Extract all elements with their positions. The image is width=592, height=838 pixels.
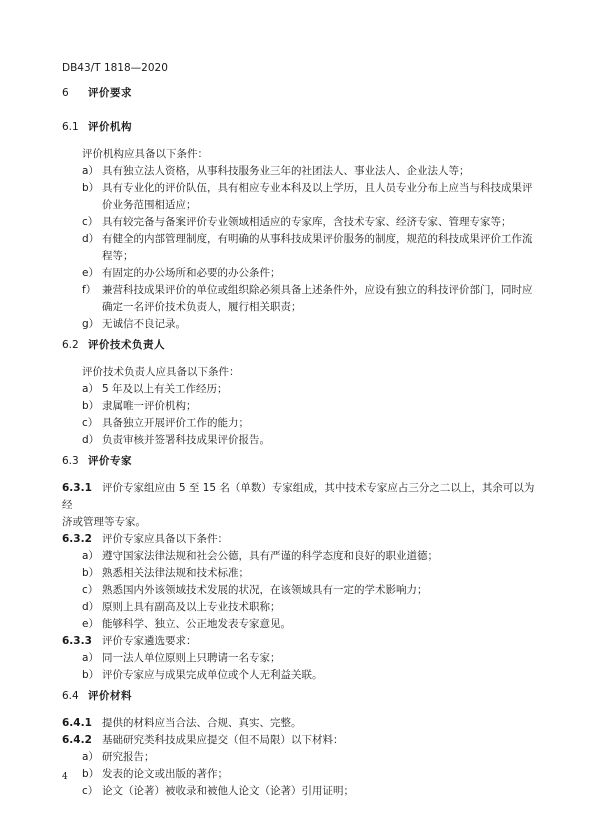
list-item: c） 论文（论著）被收录和被他人论文（论著）引用证明； — [82, 785, 354, 797]
list-item: a） 具有独立法人资格，从事科技服务业三年的社团法人、事业法人、企业法人等； — [82, 165, 470, 177]
section-6-1-heading — [62, 120, 544, 142]
section-title: 评价机构 — [88, 121, 132, 133]
clause-number: 6.3.2 — [62, 533, 92, 545]
list-6-4-2 — [62, 749, 544, 800]
list-item: d） 有健全的内部管理制度，有明确的从事科技成果评价服务的制度，规范的科技成果评价工作流 程等； — [82, 233, 533, 262]
list-item: b） 熟悉相关法律法规和技术标准； — [82, 567, 249, 579]
list-item: e） 有固定的办公场所和必要的办公条件； — [82, 267, 281, 279]
clause-6-4-2: 6.4.2 基础研究类科技成果应提交（但不局限）以下材料： — [62, 732, 544, 749]
section-number: 6.2 — [62, 339, 79, 351]
clause-number: 6.3.3 — [62, 635, 92, 647]
list-6-1 — [62, 163, 544, 333]
list-item: a） 5 年及以上有关工作经历； — [82, 383, 228, 395]
section-6-3-heading — [62, 454, 544, 476]
list-item: b） 具有专业化的评价队伍，具有相应专业本科及以上学历，且人员专业分布上应当与科技成果评 价业务范围相适应； — [82, 182, 533, 211]
standard-number-header: DB43/T 1818—2020 — [62, 62, 168, 74]
section-number: 6.4 — [62, 690, 79, 702]
list-item: d） 原则上具有副高及以上专业技术职称； — [82, 601, 281, 613]
clause-number: 6.4.2 — [62, 734, 92, 746]
list-item: a） 遵守国家法律法规和社会公德，具有严谨的科学态度和良好的职业道德； — [82, 550, 438, 562]
list-item: c） 具有较完备与备案评价专业领域相适应的专家库，含技术专家、经济专家、管理专家等； — [82, 216, 512, 228]
section-6-heading — [62, 86, 544, 108]
list-item: e） 能够科学、独立、公正地发表专家意见。 — [82, 618, 291, 630]
list-item: b） 隶属唯一评价机构； — [82, 400, 197, 412]
clause-6-3-2: 6.3.2 评价专家应具备以下条件： — [62, 531, 544, 548]
list-item: g） 无诚信不良记录。 — [82, 318, 186, 330]
list-item: f） 兼营科技成果评价的单位或组织除必须具备上述条件外，应设有独立的科技评价部门，同时应 确定一名评价技术负责人，履行相关职责； — [82, 284, 533, 313]
clause-6-3-1: 6.3.1 评价专家组应由 5 至 15 名（单数）专家组成，其中技术专家应占三分之二以上，其余可以为经 济或管理等专家。 — [62, 482, 535, 528]
section-number: 6.3 — [62, 455, 79, 467]
section-title: 评价专家 — [88, 455, 132, 467]
clause-6-4-1: 6.4.1 提供的材料应当合法、合规、真实、完整。 — [62, 715, 544, 732]
list-6-3-2 — [62, 548, 544, 633]
clause-6-3-3: 6.3.3 评价专家遴选要求： — [62, 633, 544, 650]
list-item: a） 同一法人单位原则上只聘请一名专家； — [82, 652, 281, 664]
list-item: b） 发表的论文或出版的著作； — [82, 768, 228, 780]
section-title: 评价要求 — [88, 87, 132, 99]
list-item: b） 评价专家应与成果完成单位或个人无利益关联。 — [82, 669, 323, 681]
clause-number: 6.4.1 — [62, 717, 92, 729]
section-intro: 评价技术负责人应具备以下条件： — [82, 366, 240, 378]
clause-number: 6.3.1 — [62, 482, 92, 494]
section-title: 评价技术负责人 — [88, 339, 165, 351]
section-6-4-heading — [62, 689, 544, 711]
list-item: c） 熟悉国内外该领域技术发展的状况，在该领域具有一定的学术影响力； — [82, 584, 428, 596]
section-number: 6 — [62, 87, 69, 99]
list-6-2 — [62, 381, 544, 449]
section-intro: 评价机构应具备以下条件： — [82, 148, 208, 160]
list-item: c） 具备独立开展评价工作的能力； — [82, 417, 249, 429]
list-item: a） 研究报告； — [82, 751, 155, 763]
document-body — [62, 86, 544, 800]
section-number: 6.1 — [62, 121, 79, 133]
section-title: 评价材料 — [88, 690, 132, 702]
list-6-3-3 — [62, 650, 544, 684]
section-6-2-heading — [62, 338, 544, 360]
page-number: 4 — [62, 772, 68, 782]
list-item: d） 负责审核并签署科技成果评价报告。 — [82, 434, 270, 446]
